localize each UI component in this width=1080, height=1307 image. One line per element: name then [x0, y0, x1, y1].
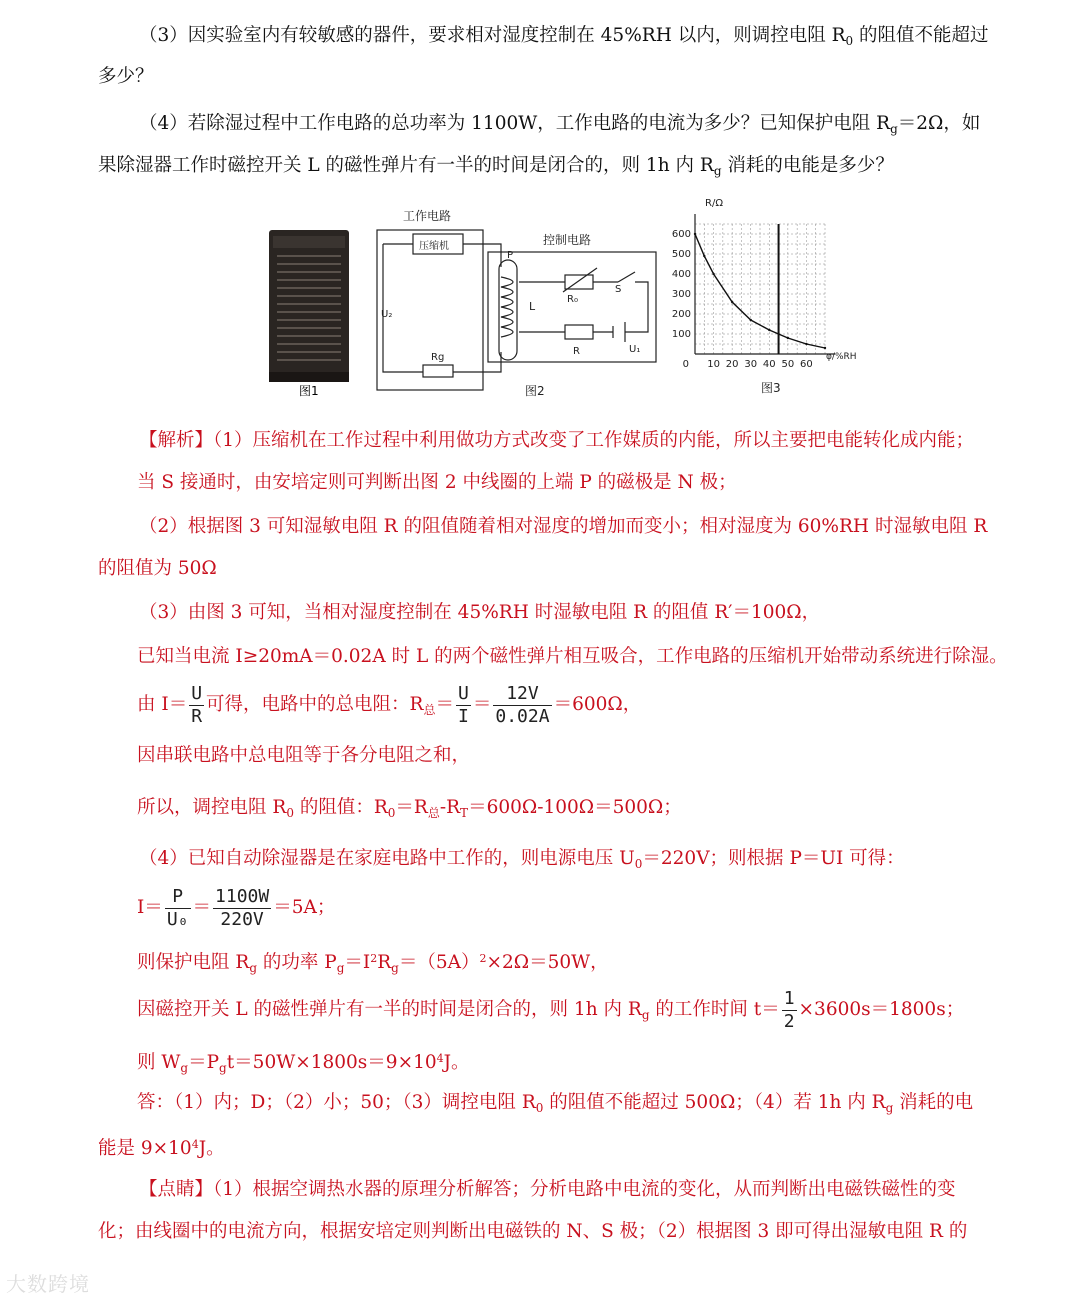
- fig1-caption: 图1: [299, 384, 319, 398]
- x-tick-label: 50: [781, 359, 795, 370]
- y-tick-label: 200: [671, 309, 691, 320]
- data-point: [777, 333, 779, 335]
- data-point: [787, 337, 789, 339]
- x-tick-label: 60: [800, 359, 813, 370]
- r-label: R: [573, 346, 580, 357]
- series-curve: [695, 234, 825, 348]
- comment-line1: 【点睛】（1）根据空调热水器的原理分析解答；分析电路中电流的变化，从而判断出电磁铁磁性的变: [139, 1179, 956, 1200]
- chart-y-label: R/Ω: [705, 198, 723, 209]
- data-point: [712, 273, 714, 275]
- analysis-a3-line2: 已知当电流 I≥20mA＝0.02A 时 L 的两个磁性弹片相互吸合，工作电路的压缩机开始带动系统进行除湿。: [137, 646, 1008, 667]
- fig1-dehumidifier-image: [269, 230, 349, 382]
- fig2-caption: 图2: [525, 384, 545, 398]
- y-tick-label: 100: [671, 329, 691, 340]
- analysis-a2-line1: （2）根据图 3 可知湿敏电阻 R 的阻值随着相对湿度的增加而变小；相对湿度为 60%RH 时湿敏电阻 R: [139, 516, 988, 537]
- figures-panel: [263, 192, 859, 406]
- q3-line2: 多少？: [98, 66, 154, 87]
- u1-label: U₁: [629, 344, 641, 355]
- control-circuit-label: 控制电路: [543, 233, 592, 247]
- fraction-one-half: $\frac{1}{2}$: [783, 987, 795, 1032]
- x-tick-label: 10: [707, 359, 720, 370]
- y-tick-label: 300: [671, 289, 691, 300]
- l-label: L: [529, 300, 536, 313]
- data-point: [768, 329, 770, 331]
- fraction-p-over-u0: $\frac{P}{\text{U₀}}$: [166, 885, 189, 930]
- q4-line2: 果除湿器工作时磁控开关 L 的磁性弹片有一半的时间是闭合的，则 1h 内 $R_g$ 消耗的电能是多少？: [98, 155, 894, 178]
- analysis-a1-line1: 【解析】（1）压缩机在工作过程中利用做功方式改变了工作媒质的内能，所以主要把电能转化成内能；: [139, 430, 975, 451]
- y-tick-label: 400: [671, 269, 691, 280]
- q4-line1: （4）若除湿过程中工作电路的总功率为 1100W，工作电路的电流为多少？已知保护电阻 $R_g=2\Omega$，如: [139, 113, 981, 136]
- r0-label: R₀: [567, 294, 578, 305]
- analysis-a3-line5: 所以，调控电阻 $R_0$ 的阻值：$R_0=R_总-R_T=600\Omega-100\Omega=500\Omega$；: [137, 797, 682, 820]
- analysis-a3-line4: 因串联电路中总电阻等于各分电阻之和，: [137, 745, 471, 766]
- analysis-a4-line2: I＝ $\frac{P}{\text{U₀}}$ ＝ $\frac{1100W}{220V}$ ＝5A；: [137, 885, 336, 930]
- x-tick-label: 30: [744, 359, 758, 370]
- analysis-a3-line1: （3）由图 3 可知，当相对湿度控制在 45%RH 时湿敏电阻 R 的阻值 R′＝100Ω，: [139, 602, 821, 623]
- analysis-a1-line2: 当 S 接通时，由安培定则可判断出图 2 中线圈的上端 P 的磁极是 N 极；: [137, 472, 737, 493]
- q3-line1: （3）因实验室内有较敏感的器件，要求相对湿度控制在 45%RH 以内，则调控电阻 $R_0$ 的阻值不能超过: [139, 25, 989, 48]
- x-tick-label: 40: [762, 359, 776, 370]
- fraction-u-over-i: $\frac{U}{I}$: [458, 682, 469, 727]
- data-point: [805, 343, 807, 345]
- work-circuit-label: 工作电路: [403, 209, 452, 223]
- origin-label: 0: [682, 359, 689, 370]
- compressor-label: 压缩机: [419, 241, 449, 252]
- analysis-a4-line1: （4）已知自动除湿器是在家庭电路中工作的，则电源电压 $U_0=220V$；则根据 P＝UI 可得：: [139, 848, 905, 871]
- analysis-a3-line3: 由 I＝ $\frac{U}{R}$ 可得，电路中的总电阻：$R_总=$ $\frac{U}{I}$ ＝ $\frac{12V}{0.02A}$ ＝600Ω，: [137, 682, 642, 727]
- answer-line1: 答：（1）内；D；（2）小；50；（3）调控电阻 $R_0$ 的阻值不能超过 500Ω；（4）若 1h 内 $R_g$ 消耗的电: [137, 1092, 974, 1115]
- watermark: 大数跨境: [6, 1272, 90, 1296]
- fig3-caption: 图3: [761, 381, 781, 395]
- u2-label: U₂: [381, 309, 393, 320]
- data-point: [694, 233, 696, 235]
- fig3-chart: [672, 214, 835, 370]
- analysis-a4-line5: 则 $W_g=P_gt=50W\times 1800s=9\times 10^4J$。: [137, 1052, 470, 1075]
- comment-line2: 化；由线圈中的电流方向，根据安培定则判断出电磁铁的 N、S 极；（2）根据图 3 即可得出湿敏电阻 R 的: [98, 1221, 968, 1242]
- fraction-12v-over-002a: $\frac{12V}{0.02A}$: [495, 682, 550, 727]
- chart-x-label: φ/%RH: [826, 352, 857, 362]
- comment-tag: 【点睛】: [139, 1179, 214, 1200]
- answer-line2: 能是 $9\times 10^4J$。: [98, 1138, 225, 1159]
- analysis-a2-line2: 的阻值为 50Ω: [98, 558, 217, 579]
- analysis-a4-line3: 则保护电阻 $R_g$ 的功率 $P_g=I^2R_g=(5A)^2\times 2\Omega=50W$，: [137, 952, 609, 975]
- y-tick-label: 600: [671, 229, 691, 240]
- data-point: [731, 301, 733, 303]
- x-tick-label: 20: [725, 359, 739, 370]
- fraction-u-over-r: $\frac{U}{R}$: [191, 682, 203, 727]
- analysis-a4-line4: 因磁控开关 L 的磁性弹片有一半的时间是闭合的，则 1h 内 $R_g$ 的工作时间 t＝ $\frac{1}{2}$ ×3600s＝1800s；: [137, 987, 965, 1032]
- data-point: [750, 319, 752, 321]
- analysis-tag: 【解析】: [139, 430, 214, 451]
- fraction-1100w-over-220v: $\frac{1100W}{220V}$: [215, 885, 270, 930]
- s-label: S: [615, 284, 622, 295]
- data-point: [703, 255, 705, 257]
- data-point: [824, 347, 826, 349]
- rg-label: Rg: [431, 352, 445, 363]
- y-tick-label: 500: [671, 249, 691, 260]
- p-label: P: [507, 250, 514, 261]
- fig2-circuit: [377, 230, 656, 390]
